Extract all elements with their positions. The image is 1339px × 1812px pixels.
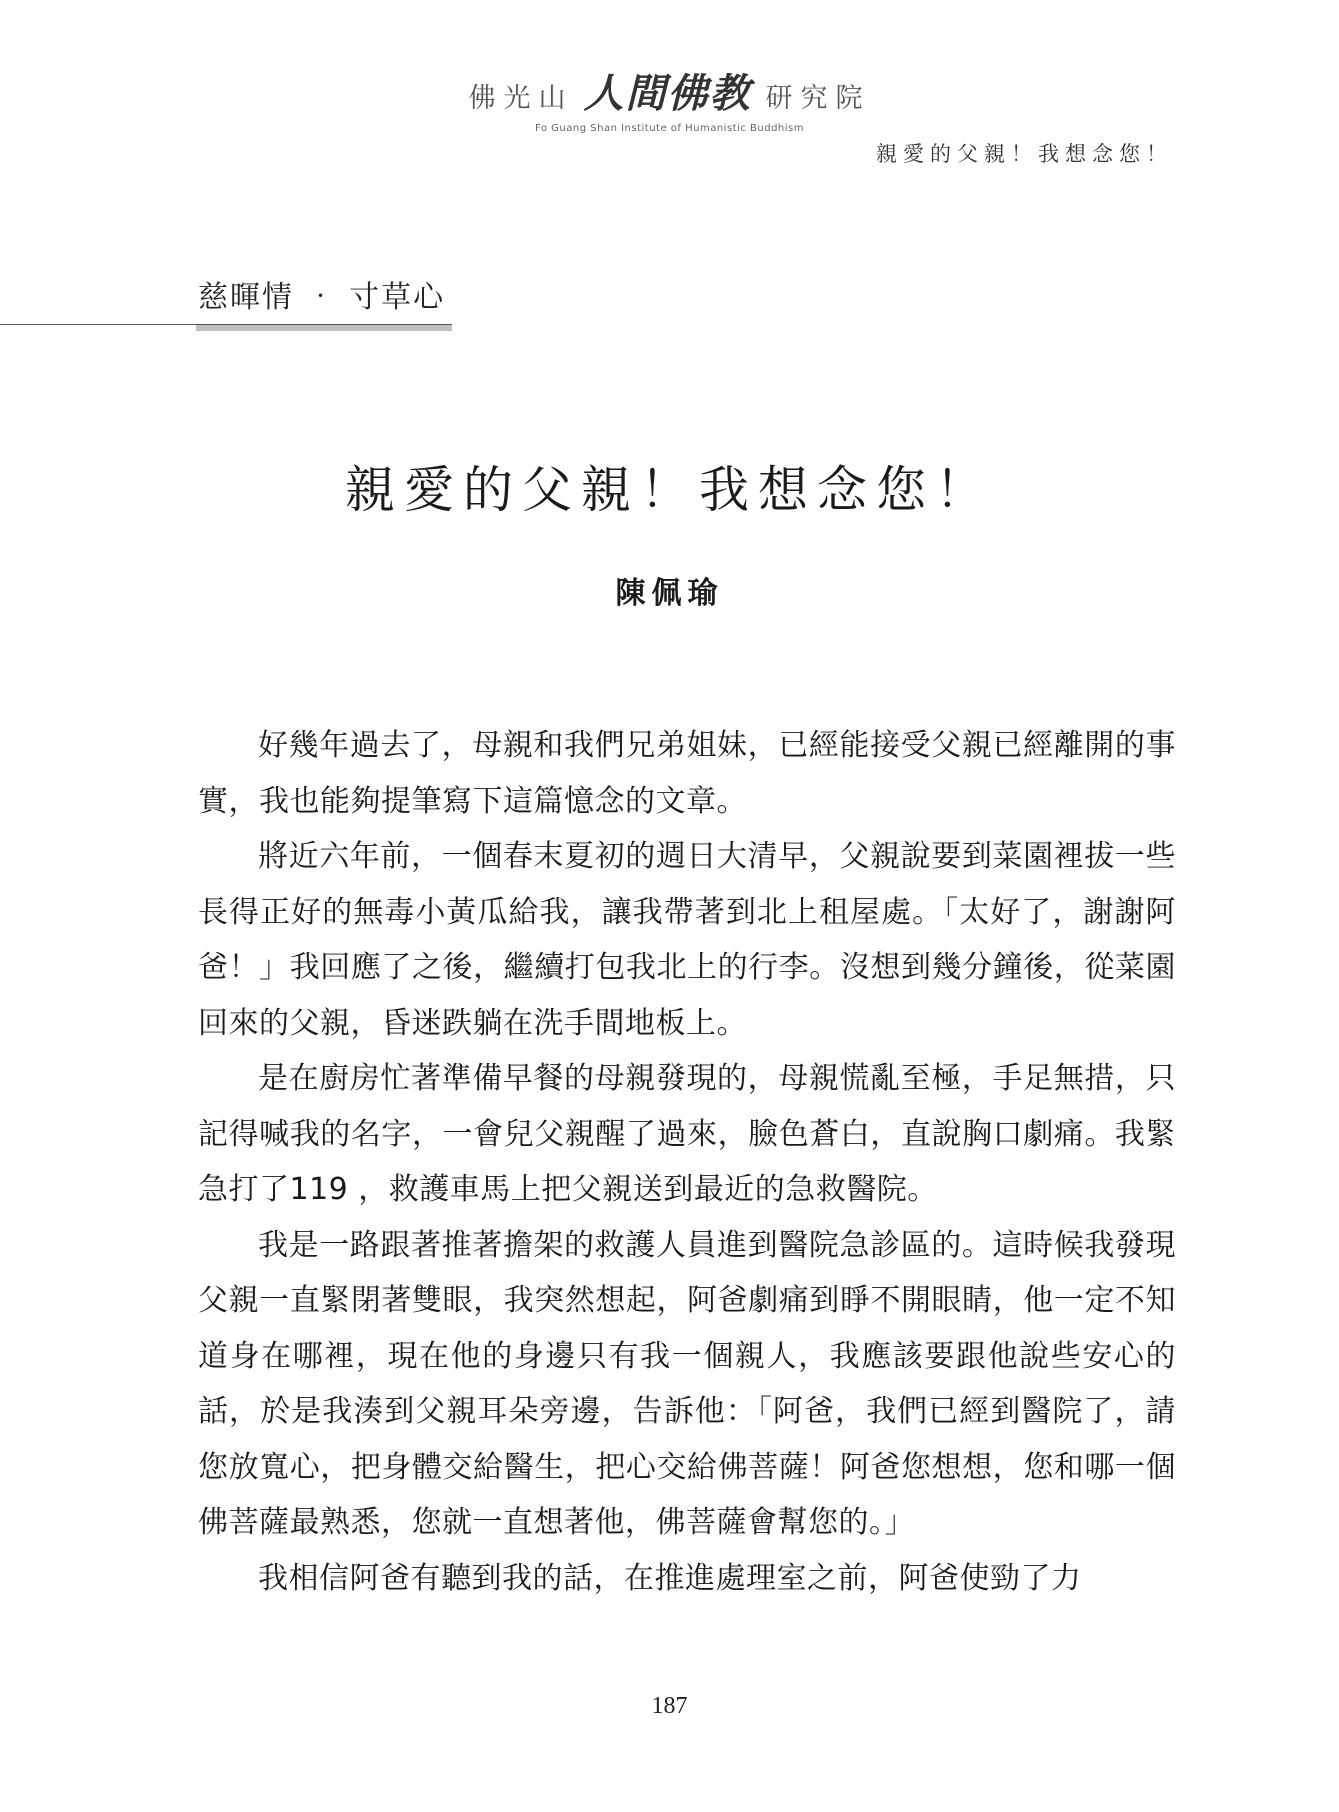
logo-right-text: 研究院 (765, 83, 871, 114)
logo-main-text: 人間佛教 (583, 70, 752, 117)
section-underline-bar (196, 325, 452, 331)
article-body (198, 718, 1176, 1606)
page-number: 187 (651, 1693, 688, 1719)
paragraph: 好幾年過去了，母親和我們兄弟姐妹，已經能接受父親已經離開的事實，我也能夠提筆寫下這篇憶念的文章。 (198, 728, 1176, 819)
paragraph: 我相信阿爸有聽到我的話，在推進處理室之前，阿爸使勁了力 (258, 1560, 1082, 1596)
logo-subtitle: Fo Guang Shan Institute of Humanistic Buddhism (534, 123, 804, 134)
section-label: 慈暉情 ‧ 寸草心 (198, 280, 446, 315)
article-title: 親愛的父親！我想念您！ (345, 461, 994, 519)
logo-wordmark (469, 62, 871, 119)
logo-left-text: 佛光山 (468, 83, 574, 114)
article-author: 陳佩瑜 (615, 576, 724, 611)
paragraph: 是在廚房忙著準備早餐的母親發現的，母親慌亂至極，手足無措，只記得喊我的名字，一會兒父親醒了過來，臉色蒼白，直說胸口劇痛。我緊急打了119 ，救護車馬上把父親送到最近的急救醫院。 (198, 1061, 1176, 1207)
paragraph: 將近六年前，一個春末夏初的週日大清早，父親說要到菜園裡拔一些長得正好的無毒小黃瓜給我，讓我帶著到北上租屋處。「太好了，謝謝阿爸！」我回應了之後，繼續打包我北上的行李。沒想到幾分鐘後，從菜園回來的父親，昏迷跌躺在洗手間地板上。 (198, 839, 1176, 1041)
running-head: 親愛的父親！我想念您！ (876, 142, 1173, 166)
paragraph: 我是一路跟著推著擔架的救護人員進到醫院急診區的。這時候我發現父親一直緊閉著雙眼，我突然想起，阿爸劇痛到睜不開眼睛，他一定不知道身在哪裡，現在他的身邊只有我一個親人，我應該要跟他說些安心的話，於是我湊到父親耳朵旁邊，告訴他：「阿爸，我們已經到醫院了，請您放寬心，把身體交給醫生，把心交給佛菩薩！阿爸您想想，您和哪一個佛菩薩最熟悉，您就一直想著他，佛菩薩會幫您的。」 (198, 1227, 1176, 1540)
institute-logo (0, 62, 1339, 134)
